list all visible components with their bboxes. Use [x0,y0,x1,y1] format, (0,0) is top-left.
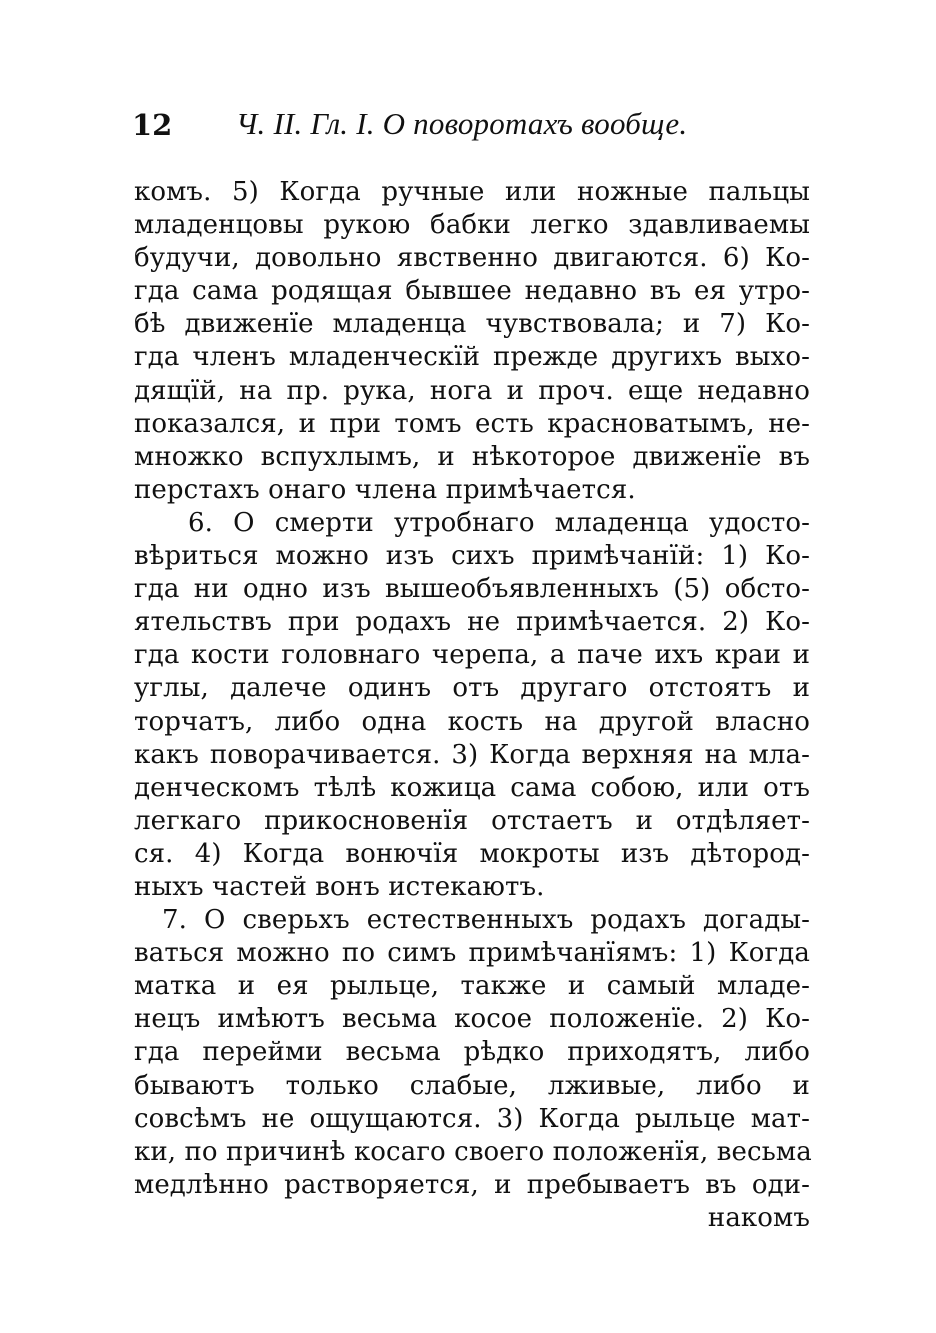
text-line: совсѣмъ не ощущаются. 3) Когда рыльце мат- [134,1103,810,1134]
text-line: какъ поворачивается. 3) Когда верхняя на мла- [134,739,810,770]
page-header [132,104,804,150]
running-head: Ч. II. Гл. I. О поворотахъ вообще. [236,106,688,141]
text-line: ныхъ частей вонъ истекаютъ. [134,871,545,902]
text-line: ятельствъ при родахъ не примѣчается. 2) Ко- [134,607,810,638]
text-line: денческомъ тѣлѣ кожица сама собою, или отъ [134,772,810,803]
text-line: гда членъ младенческïй прежде другихъ выхо- [134,342,810,373]
text-line: гда сама родящая бывшее недавно въ ея утро- [134,276,810,307]
text-line: показался, и при томъ есть красноватымъ, не- [134,408,810,439]
text-line: бываютъ только слабые, лживые, либо и [134,1070,810,1101]
text-line: ки, по причинѣ косаго своего положенïя, весьма [134,1136,812,1167]
text-line: младенцовы рукою бабки легко здавливаемы [134,210,810,241]
text-line: бѣ движенïе младенца чувствовала; и 7) Ко- [134,309,810,340]
text-line: медлѣнно растворяется, и пребываетъ въ оди- [134,1169,810,1200]
text-line: гда перейми весьма рѣдко приходятъ, либо [134,1037,810,1068]
text-line: множко вспухлымъ, и нѣкоторое движенïе въ [134,441,810,472]
text-line: перстахъ онаго члена примѣчается. [134,474,636,505]
text-line: вѣриться можно изъ сихъ примѣчанïй: 1) Ко- [134,541,810,572]
text-line: матка и ея рыльце, также и самый младе- [134,971,810,1002]
text-line: комъ. 5) Когда ручные или ножные пальцы [134,177,810,207]
text-line: гда кости головнаго черепа, а паче ихъ краи и [134,640,810,671]
catchword: накомъ [707,1202,810,1233]
body-text [134,176,810,1235]
text-line: ваться можно по симъ примѣчанïямъ: 1) Когда [134,938,810,969]
text-line: гда ни одно изъ вышеобъявленныхъ (5) обсто- [134,574,810,605]
text-line: торчатъ, либо одна кость на другой власно [134,706,810,737]
paragraph-6-start: 6. О смерти утробнаго младенца удосто- [188,507,810,538]
text-line: ся. 4) Когда вонючïя мокроты изъ дѣтород- [134,838,810,869]
text-line: будучи, довольно явственно двигаются. 6) Ко- [134,243,810,274]
text-line: дящïй, на пр. рука, нога и проч. еще недавно [134,375,810,406]
text-line: легкаго прикосновенïя отстаетъ и отдѣляет- [134,805,810,836]
page-number: 12 [132,108,173,142]
paragraph-7-start: 7. О сверьхъ естественныхъ родахъ догады- [162,905,810,936]
text-line: углы, далече одинъ отъ другаго отстоятъ и [134,673,810,704]
text-line: нецъ имѣютъ весьма косое положенïе. 2) Ко- [134,1004,810,1035]
